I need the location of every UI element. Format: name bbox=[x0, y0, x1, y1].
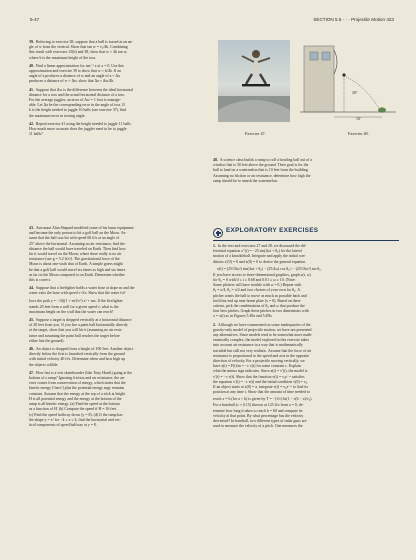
exploratory-exercise-2: 2. Although we have commented on some inadequacies of the gravity-only model of projectile motion, we have not presented any alternatives. Since models tend to be somewhat more math- ematically complex, the model explored in this exercise takes into account air resistance in a way that is mathematically tractable but still not very realistic. Assume that the force of air resistance is proportional to the speed and acts in the opposite direction of velocity. For a projectile moving vertically, we have a(t) = F(t)/m = −c v(t) for some constant c. Explain what the minus sign indicates. Since a(t) = v′(t), the model is v′(t) = −c v(t). Show that the function v(t) = v₀e⁻ᶜᵗ satisfies the equation v′(t) = −c v(t) and the initial condition v(0) = v₀. If an object starts at x(0) = a, integrate v(t) = v₀e⁻ᶜᵗ to find its position at any time t. Show that the amount of time needed to reach x = b (for a < b) is given by T = −(1/c) ln(1 − c(b − a)/v₀). For a baseball (c ≈ 0.15) thrown at 125 ft/s from a = 0, de- termine how long it takes to reach b = 60 and compute its velocity at that point. By what percentage has the velocity decreased? In baseball, two different types of radar guns are used to measure the velocity of a pitch. One measures the bbox=[213, 322, 313, 429]
exercise-40: 40. Find a linear approximation for tan⁻¹ x at x = 0. Use this approximation and exercise 39 to show that w ≈ h/4h. If an angle of a produces a distance of w and an angle of a + Δa produces a distance of w + Δw, show that Δa ≈ Δw/4h. bbox=[29, 63, 124, 84]
exercise-44: 44. Suppose that a firefighter holds a water hose at slope m and the water exits the hose with speed v ft/s. Show that the water fol- lows the path y = −16((1 + m²)/v²) x² + mx. If the firefighter stands 20 feet from a wall for a given speed v, what is the maximum height on the wall that the water can reach? bbox=[29, 286, 135, 314]
skateboarder-photo bbox=[218, 40, 290, 122]
exercise-43: 43. Astronaut Alan Shepard modified some of his lunar equipment and became the only person to hit a golf ball on the Moon. As- sume that the ball was hit with speed 60 ft/s at an angle of 25° above the horizontal. Assuming no air resistance, find the distance the ball would have traveled on Earth. Then find how far it would travel on the Moon, where there really is no air resistance (use g = 5.2 ft/s²). The gravitational force of the Moon is about one-sixth that of Earth. A simple guess might be that a golf ball would travel six times as high and six times as far on the Moon compared to on Earth. Determine whether this is correct. bbox=[29, 226, 134, 283]
window-ramp-figure bbox=[300, 40, 396, 122]
section-divider bbox=[213, 240, 399, 241]
running-header: SECTION 5.5 · · · Projectile Motion 423 bbox=[313, 17, 394, 22]
left-column-bottom bbox=[29, 226, 213, 428]
exercise-42: 42. Repeat exercise 41 using the height needed to juggle 11 balls. How much more accurate does the juggler need to be to juggle 11 balls? bbox=[29, 121, 132, 137]
distance-label: 10' bbox=[356, 116, 361, 121]
right-column-bottom bbox=[213, 244, 399, 430]
exercise-41: 41. Suppose that Δw is the difference between the ideal horizontal distance for a toss and the actual horizontal distance of a toss. For the average juggler, an error of Δw = 1 foot is manage- able. Let Δa be the corresponding error in the angle of toss. If h is the height needed to juggle 10 balls (see exercise 37), find the maximum error in tossing angle. bbox=[29, 87, 134, 118]
page-number-left: 5-47 bbox=[30, 17, 40, 22]
exploratory-exercise-1: 1. In the text and exercises 27 and 28, we discussed the dif- ferential equation x″(t) = −25 sin(4ωt + θ₀) for the lateral motion of a knuckleball. Integrate and apply the initial con- ditions x′(0) = 0 and x(0) = 0 to derive the general equation x(t) = (25/16ω²) sin(4ωt + θ₀) − (25/4ω) cos θ₀ t − (25/16ω²) sin θ₀. If you have access to three-dimensional graphics, graph x(t, ω) for θ₀ = 0 with 0 ≤ t ≤ 0.68 and 0.01 ≤ ω ≤ 10. (Note: Some plotters will have trouble with ω = 0.) Repeat with θ₀ = π/4, θ₀ = π/2 and two choices of your own for θ₀. A pitcher wants the ball to move as much as possible back and forth but end up near home plate (x = 0). Based on these criteria, pick the combinations of θ₀ and ω that produce the four best pitches. Graph these pitches in two dimensions with x = x(t) as in Figures 5.49a and 5.49b. bbox=[213, 244, 322, 319]
exercise-45: 45. Suppose a target is dropped vertically at a horizontal distance of 20 feet from you. If you fire a paint ball horizontally directly at the target, show that you will hit it (assuming no air resis- tance and assuming the paint ball reaches the target before either hits the ground). bbox=[29, 318, 132, 343]
skateboarder-figure bbox=[218, 40, 290, 122]
exercise-39: 39. Referring to exercise 38, suppose that a ball is tossed at an an- gle of w from the vertical. Show that tan w = v₀/4h. Combining this result with exercises 15(b) and 38, show that w ≈ 4h tan w, where h is the maximum height of the toss. bbox=[29, 40, 133, 60]
exploratory-title: EXPLORATORY EXERCISES bbox=[226, 227, 319, 234]
caption-exercise-48: Exercise 48. bbox=[348, 131, 369, 136]
exercise-47: 47. How fast is a vert skateboarder (like Tony Hawk) going at the bottom of a ramp? Ignoring friction and air resistance, the an- swer comes from conservation of energy, which states that the kinetic energy (½mv²) plus the potential energy mgy remains constant. Assume that the energy at the top of a trick at height H is all potential energy and the energy at the bottom of the ramp is all kinetic energy. (a) Find the speed at the bottom as a function of H. (b) Compute the speed if H = 16 feet. (c) Find the speed halfway down (y = 8). (d) If the ramp has the shape y = x² for −4 ≤ x ≤ 4, find the horizontal and ver- tical components of speed halfway at y = 8. bbox=[29, 370, 133, 427]
left-column-top bbox=[29, 40, 213, 137]
exercise-46: 46. An object is dropped from a height of 100 feet. Another object directly below the first is launched vertically from the ground with initial velocity 40 ft/s. Determine when and how high up the objects collide. bbox=[29, 347, 134, 367]
caption-exercise-47: Exercise 47. bbox=[245, 131, 266, 136]
exercise-48: 48. A science class builds a ramp to roll a bowling ball out of a window that is 30 feet above the ground. Their goal is for the ball to land on a watermelon that is 10 feet from the building. Assuming no friction or air resistance, determine how high the ramp should be to smash the watermelon. bbox=[213, 158, 313, 183]
height-label: 30° bbox=[352, 90, 358, 95]
right-column-top bbox=[213, 158, 399, 184]
ramp-diagram bbox=[300, 40, 396, 122]
